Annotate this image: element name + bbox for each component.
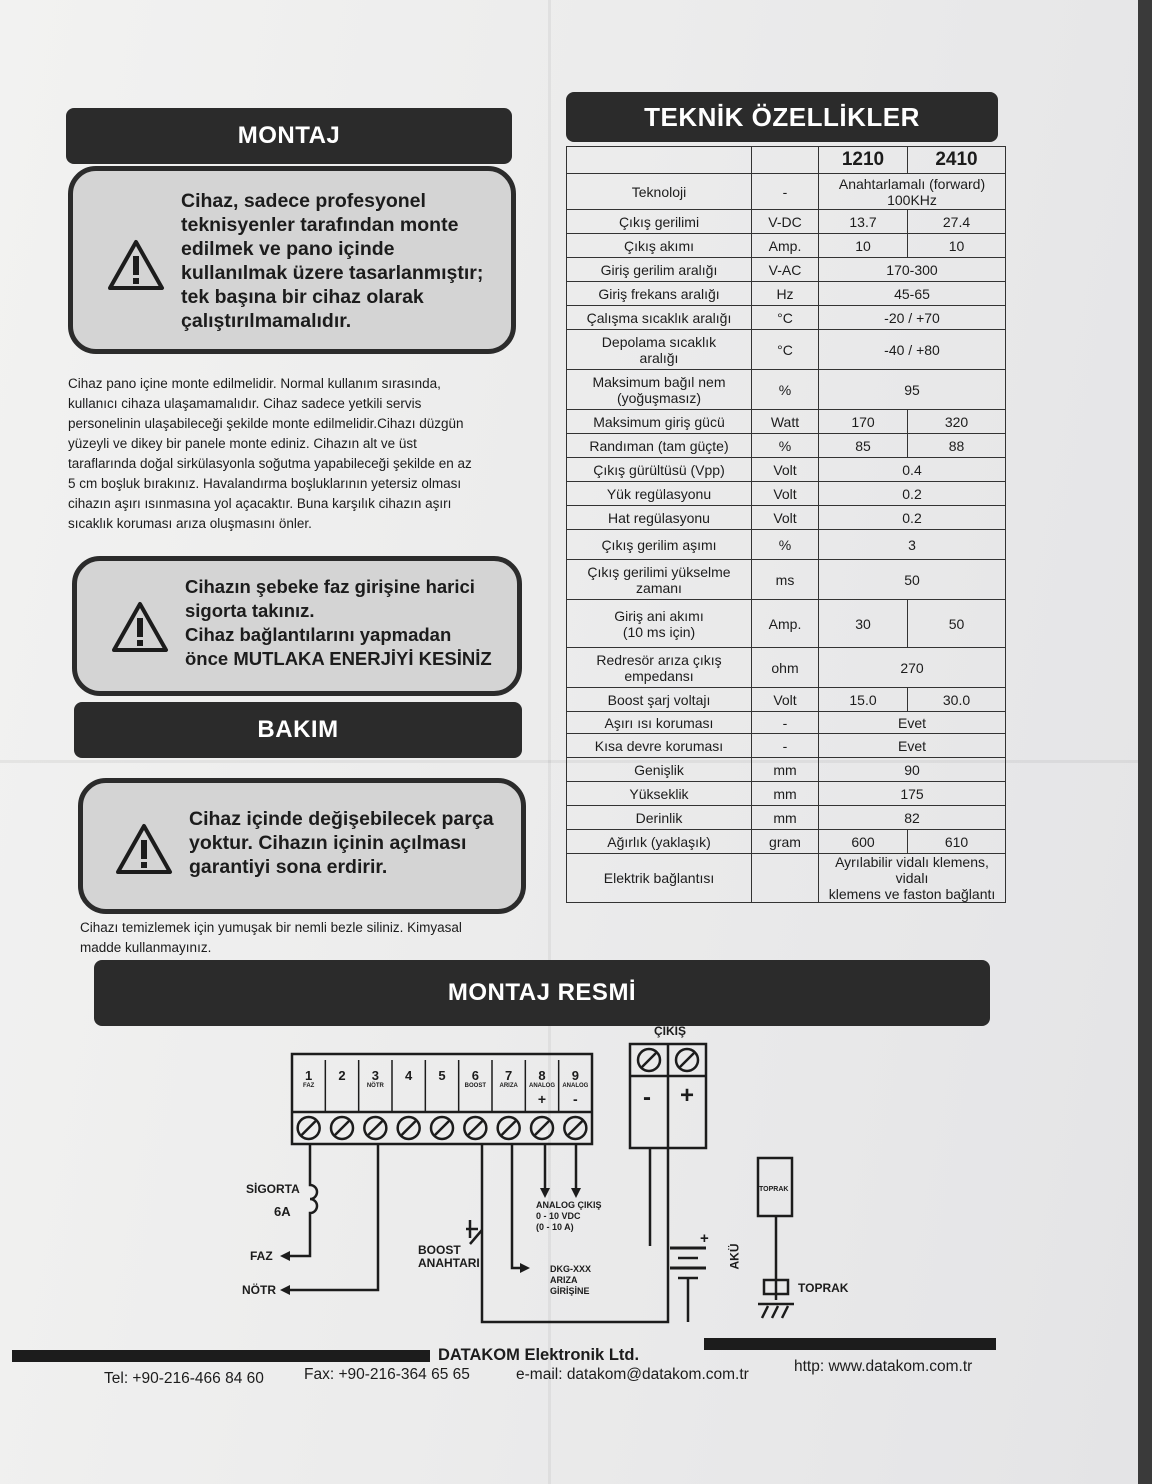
spec-value: 170-300	[819, 258, 1006, 282]
spec-value-2410: 50	[908, 600, 1006, 648]
terminal-label	[393, 1070, 425, 1081]
spec-label: Çıkış gürültüsü (Vpp)	[567, 458, 752, 482]
montaj-warning-text: Cihaz, sadece profesyonel teknisyenler tarafından monte edilmek ve pano içinde kullanılmak üzere tasarlanmıştır; tek başına bir cihaz olarak çalıştırılmamalıdır.	[181, 190, 484, 332]
footer-tel: Tel: +90-216-466 84 60	[104, 1370, 264, 1387]
spec-value: -20 / +70	[819, 306, 1006, 330]
spec-label: Randıman (tam güçte)	[567, 434, 752, 458]
sigorta-label: SİGORTA	[246, 1182, 300, 1196]
terminal-name: BOOST	[464, 1083, 486, 1089]
spec-label: Çıkış gerilimi	[567, 210, 752, 234]
spec-unit: %	[752, 434, 819, 458]
spec-unit: gram	[752, 830, 819, 854]
terminal-name: ANALOG	[562, 1083, 589, 1089]
spec-label: Redresör arıza çıkış empedansı	[567, 648, 752, 688]
bakim-warning-text: Cihaz içinde değişebilecek parça yoktur. Cihazın içinin açılması garantiyi sona erdirir.	[189, 808, 494, 878]
spec-value-2410: 320	[908, 410, 1006, 434]
spec-value: 270	[819, 648, 1006, 688]
terminal-number: 8	[538, 1068, 546, 1083]
spec-label: Giriş ani akımı (10 ms için)	[567, 600, 752, 648]
dkg-label: DKG-XXX ARIZA GİRİŞİNE	[550, 1264, 592, 1296]
spec-unit: Watt	[752, 410, 819, 434]
spec-label: Maksimum giriş gücü	[567, 410, 752, 434]
spec-label: Depolama sıcaklık aralığı	[567, 330, 752, 370]
spec-unit: mm	[752, 782, 819, 806]
terminal-number: 1	[305, 1068, 313, 1083]
terminal-name: ANALOG	[529, 1083, 555, 1089]
montaj-paragraph: Cihaz pano içine monte edilmelidir. Normal kullanım sırasında, kullanıcı cihaza ulaşamamalıdır. Cihaz sadece yetkili servis personelinin ulaşabileceği şekilde monte edilmelidir.Cihazı düzgün yüzeyli ve dikey bir panele monte ediniz. Cihazın alt ve üst taraflarında doğal sirkülasyonla soğutma yapabileceği şekilde en az 5 cm boşluk bırakınız. Havalandırma boşluklarının yetersiz olması cihazın aşırı ısınmasına yol açacaktır. Buna karşılık cihazın aşırı sıcaklık koruması arıza oluşmasını önler.	[68, 376, 472, 531]
terminal-number: 2	[338, 1068, 346, 1083]
spec-label: Çıkış gerilim aşımı	[567, 530, 752, 560]
spec-label: Çıkış akımı	[567, 234, 752, 258]
spec-value-1210: 85	[819, 434, 908, 458]
spec-unit: -	[752, 174, 819, 210]
battery-plus-label: +	[700, 1230, 709, 1247]
spec-value-1210: 10	[819, 234, 908, 258]
terminal-name: ARIZA	[499, 1083, 518, 1089]
spec-label: Genişlik	[567, 758, 752, 782]
spec-unit: ms	[752, 560, 819, 600]
sigorta-value: 6A	[274, 1204, 291, 1219]
spec-label: Elektrik bağlantısı	[567, 854, 752, 903]
spec-label: Yük regülasyonu	[567, 482, 752, 506]
spec-value: Ayrılabilir vidalı klemens, vidalı klemens ve faston bağlantı	[819, 854, 1006, 903]
montaj-title: MONTAJ	[237, 122, 341, 149]
spec-unit: ohm	[752, 648, 819, 688]
spec-value-1210: 13.7	[819, 210, 908, 234]
boost-switch-label: BOOST ANAHTARI	[418, 1243, 480, 1270]
spec-value: 3	[819, 530, 1006, 560]
spec-unit: Amp.	[752, 234, 819, 258]
footer-bar-left	[12, 1350, 430, 1362]
terminal-label	[326, 1070, 358, 1081]
spec-label: Kısa devre koruması	[567, 734, 752, 758]
spec-unit: -	[752, 712, 819, 734]
spec-label: Giriş gerilim aralığı	[567, 258, 752, 282]
terminal-label	[359, 1070, 391, 1091]
spec-value-2410: 27.4	[908, 210, 1006, 234]
spec-unit: Volt	[752, 458, 819, 482]
spec-unit: V-AC	[752, 258, 819, 282]
teknik-title: TEKNİK ÖZELLİKLER	[644, 101, 920, 132]
spec-value: 50	[819, 560, 1006, 600]
spec-value: 90	[819, 758, 1006, 782]
terminal-label	[426, 1070, 458, 1081]
company-name: DATAKOM Elektronik Ltd.	[438, 1346, 640, 1364]
bakim-paragraph: Cihazı temizlemek için yumuşak bir nemli bezle siliniz. Kimyasal madde kullanmayınız.	[80, 920, 462, 955]
spec-label: Giriş frekans aralığı	[567, 282, 752, 306]
analog-output-label: ANALOG ÇIKIŞ 0 - 10 VDC (0 - 10 A)	[536, 1200, 602, 1232]
terminal-name: FAZ	[302, 1083, 315, 1089]
terminal-label	[493, 1070, 525, 1091]
spec-unit: %	[752, 530, 819, 560]
cikis-label: ÇIKIŞ	[654, 1024, 687, 1038]
spec-value: 95	[819, 370, 1006, 410]
model-1210: 1210	[819, 147, 908, 174]
spec-label: Maksimum bağıl nem (yoğuşmasız)	[567, 370, 752, 410]
spec-value-1210: 600	[819, 830, 908, 854]
spec-unit: °C	[752, 306, 819, 330]
terminal-number: 4	[405, 1068, 413, 1083]
terminal-number: 5	[438, 1068, 446, 1083]
spec-value: 45-65	[819, 282, 1006, 306]
toprak-label: TOPRAK	[798, 1281, 849, 1295]
spec-value: 0.4	[819, 458, 1006, 482]
footer-fax: Fax: +90-216-364 65 65	[304, 1366, 470, 1383]
spec-value: Evet	[819, 734, 1006, 758]
bakim-title: BAKIM	[257, 716, 339, 743]
spec-unit: °C	[752, 330, 819, 370]
fuse-warning-text: Cihazın şebeke faz girişine harici sigorta takınız. Cihaz bağlantılarını yapmadan önce MUTLAKA ENERJİYİ KESİNİZ	[185, 576, 492, 669]
spec-unit: mm	[752, 806, 819, 830]
spec-unit: Volt	[752, 688, 819, 712]
spec-value: 0.2	[819, 482, 1006, 506]
spec-label: Ağırlık (yaklaşık)	[567, 830, 752, 854]
spec-label: Yükseklik	[567, 782, 752, 806]
terminal-number: 6	[471, 1068, 479, 1083]
spec-label: Çıkış gerilimi yükselme zamanı	[567, 560, 752, 600]
spec-unit: Volt	[752, 482, 819, 506]
spec-value: Anahtarlamalı (forward) 100KHz	[819, 174, 1006, 210]
spec-value-1210: 30	[819, 600, 908, 648]
terminal-number: 3	[371, 1068, 379, 1083]
terminal-number: 9	[571, 1068, 579, 1083]
spec-label: Aşırı ısı koruması	[567, 712, 752, 734]
spec-unit: Amp.	[752, 600, 819, 648]
spec-unit: V-DC	[752, 210, 819, 234]
spec-label: Teknoloji	[567, 174, 752, 210]
spec-unit: -	[752, 734, 819, 758]
spec-value-2410: 88	[908, 434, 1006, 458]
terminal-name: NÖTR	[366, 1083, 384, 1089]
terminal-sign: -	[572, 1091, 578, 1107]
terminal-label	[459, 1070, 491, 1091]
spec-value: 0.2	[819, 506, 1006, 530]
montaj-resmi-title: MONTAJ RESMİ	[447, 979, 637, 1006]
output-minus-label: -	[643, 1084, 651, 1111]
terminal-label	[559, 1070, 591, 1091]
spec-label: Boost şarj voltajı	[567, 688, 752, 712]
footer-web[interactable]: http: www.datakom.com.tr	[794, 1358, 973, 1375]
footer-email[interactable]: e-mail: datakom@datakom.com.tr	[516, 1366, 749, 1383]
spec-value-2410: 610	[908, 830, 1006, 854]
spec-unit: Hz	[752, 282, 819, 306]
spec-unit: mm	[752, 758, 819, 782]
spec-value-2410: 10	[908, 234, 1006, 258]
spec-value: Evet	[819, 712, 1006, 734]
output-plus-label: +	[680, 1082, 695, 1109]
spec-value: 82	[819, 806, 1006, 830]
spec-label: Çalışma sıcaklık aralığı	[567, 306, 752, 330]
model-2410: 2410	[908, 147, 1006, 174]
terminal-label	[293, 1070, 325, 1091]
spec-unit: %	[752, 370, 819, 410]
terminal-label	[526, 1070, 558, 1091]
spec-label: Hat regülasyonu	[567, 506, 752, 530]
aku-label: AKÜ	[727, 1243, 742, 1270]
spec-value: 175	[819, 782, 1006, 806]
terminal-number: 7	[505, 1068, 513, 1083]
spec-unit: Volt	[752, 506, 819, 530]
toprak-box-label: TOPRAK	[759, 1186, 789, 1193]
notr-label: NÖTR	[242, 1283, 276, 1297]
faz-label: FAZ	[250, 1249, 273, 1263]
terminal-sign: +	[537, 1091, 547, 1107]
footer-bar-right	[704, 1338, 996, 1350]
spec-value: -40 / +80	[819, 330, 1006, 370]
spec-label: Derinlik	[567, 806, 752, 830]
spec-value-1210: 170	[819, 410, 908, 434]
spec-value-1210: 15.0	[819, 688, 908, 712]
spec-value-2410: 30.0	[908, 688, 1006, 712]
